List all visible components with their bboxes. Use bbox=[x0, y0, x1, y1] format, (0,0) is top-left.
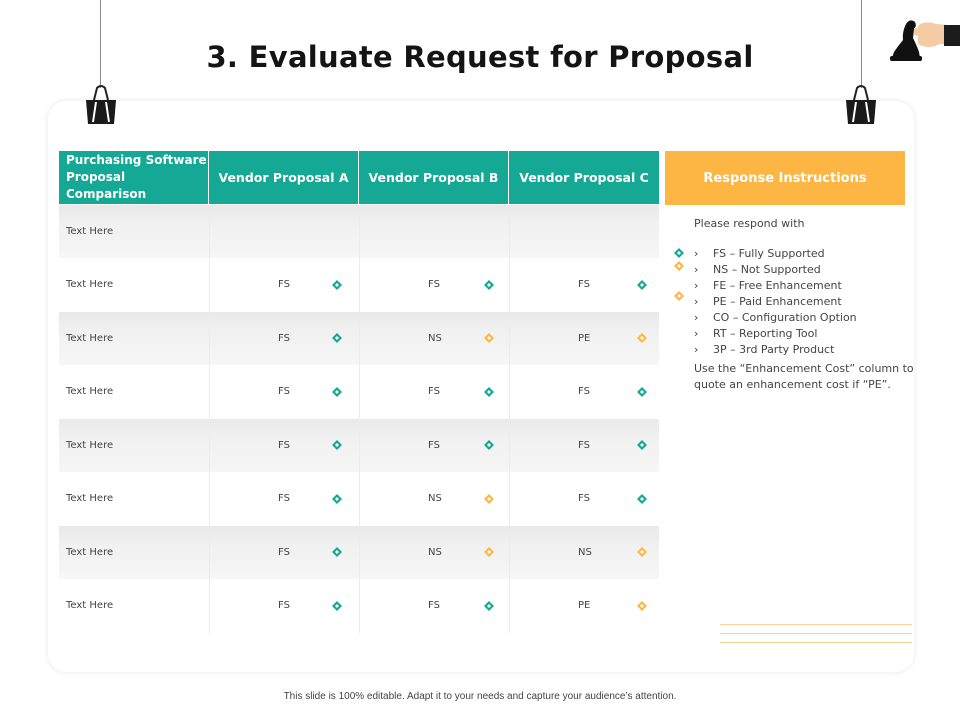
response-intro: Please respond with bbox=[694, 217, 805, 230]
column-divider bbox=[209, 472, 210, 526]
cell-value: NS bbox=[428, 546, 442, 558]
decorative-lines bbox=[720, 624, 912, 651]
legend-diamond-icons bbox=[673, 247, 685, 303]
cell-value: PE bbox=[578, 332, 591, 344]
table-row bbox=[59, 258, 659, 312]
binder-clip-icon bbox=[844, 84, 878, 126]
response-instructions-header: Response Instructions bbox=[665, 151, 905, 205]
enhancement-cost-note: Use the “Enhancement Cost” column to quote an enhancement cost if “PE”. bbox=[694, 362, 914, 391]
hand-holding-chess-piece-icon bbox=[884, 10, 960, 64]
column-divider bbox=[359, 205, 360, 259]
column-divider bbox=[209, 419, 210, 473]
table-row bbox=[59, 365, 659, 419]
diamond-icon bbox=[331, 332, 343, 344]
diamond-icon bbox=[331, 546, 343, 558]
diamond-icon bbox=[331, 493, 343, 505]
list-item: › RT – Reporting Tool bbox=[694, 327, 818, 340]
cell-value: FS bbox=[578, 493, 590, 505]
diamond-icon bbox=[636, 279, 648, 291]
column-divider bbox=[359, 258, 360, 312]
diamond-icon bbox=[331, 386, 343, 398]
cell-value: FS bbox=[278, 439, 290, 451]
column-divider bbox=[509, 579, 510, 633]
chevron-right-icon: › bbox=[694, 247, 699, 260]
cell-value: FS bbox=[278, 332, 290, 344]
chevron-right-icon: › bbox=[694, 279, 699, 292]
diamond-icon bbox=[636, 332, 648, 344]
cell-value: NS bbox=[578, 546, 592, 558]
list-item: › FS – Fully Supported bbox=[694, 247, 825, 260]
chevron-right-icon: › bbox=[694, 327, 699, 340]
cell-value: NS bbox=[428, 493, 442, 505]
cell-value: FS bbox=[278, 386, 290, 398]
chevron-right-icon: › bbox=[694, 295, 699, 308]
row-label: Text Here bbox=[66, 386, 114, 398]
header-comparison: Purchasing Software Proposal Comparison bbox=[59, 151, 208, 204]
cell-value: FS bbox=[278, 279, 290, 291]
row-label: Text Here bbox=[66, 600, 114, 612]
cell-value: NS bbox=[428, 332, 442, 344]
binder-clip-icon bbox=[84, 84, 118, 126]
column-divider bbox=[509, 258, 510, 312]
table-header-row bbox=[59, 151, 659, 204]
cell-value: FS bbox=[578, 439, 590, 451]
table-row bbox=[59, 312, 659, 366]
diamond-icon bbox=[483, 493, 495, 505]
table-row bbox=[59, 526, 659, 580]
column-divider bbox=[209, 579, 210, 633]
row-label: Text Here bbox=[66, 332, 114, 344]
diamond-icon bbox=[636, 439, 648, 451]
list-item: › 3P – 3rd Party Product bbox=[694, 343, 835, 356]
list-item: › PE – Paid Enhancement bbox=[694, 295, 842, 308]
list-item: › NS – Not Supported bbox=[694, 263, 821, 276]
column-divider bbox=[209, 205, 210, 259]
cell-value: FS bbox=[428, 600, 440, 612]
diamond-icon bbox=[483, 600, 495, 612]
response-code-list bbox=[694, 246, 857, 358]
diamond-icon bbox=[636, 493, 648, 505]
diamond-icon bbox=[636, 546, 648, 558]
table-row bbox=[59, 205, 659, 259]
column-divider bbox=[509, 472, 510, 526]
chevron-right-icon: › bbox=[694, 263, 699, 276]
column-divider bbox=[359, 365, 360, 419]
row-label: Text Here bbox=[66, 546, 114, 558]
diamond-icon bbox=[331, 600, 343, 612]
cell-value: FS bbox=[278, 546, 290, 558]
header-vendor-a: Vendor Proposal A bbox=[209, 151, 358, 204]
header-vendor-b: Vendor Proposal B bbox=[359, 151, 508, 204]
row-label: Text Here bbox=[66, 225, 114, 237]
column-divider bbox=[509, 526, 510, 580]
diamond-icon bbox=[636, 386, 648, 398]
column-divider bbox=[359, 579, 360, 633]
diamond-icon bbox=[483, 546, 495, 558]
list-item: › CO – Configuration Option bbox=[694, 311, 857, 324]
cell-value: FS bbox=[428, 386, 440, 398]
cell-value: FS bbox=[428, 439, 440, 451]
column-divider bbox=[209, 365, 210, 419]
cell-value: FS bbox=[278, 493, 290, 505]
diamond-icon bbox=[331, 279, 343, 291]
table-row bbox=[59, 472, 659, 526]
column-divider bbox=[359, 419, 360, 473]
diamond-icon bbox=[483, 439, 495, 451]
diamond-icon bbox=[331, 439, 343, 451]
diamond-icon bbox=[483, 386, 495, 398]
diamond-icon bbox=[636, 600, 648, 612]
column-divider bbox=[509, 312, 510, 366]
footer-note: This slide is 100% editable. Adapt it to your needs and capture your audience’s attention. bbox=[283, 691, 677, 702]
header-vendor-c: Vendor Proposal C bbox=[509, 151, 659, 204]
cell-value: PE bbox=[578, 600, 591, 612]
column-divider bbox=[209, 258, 210, 312]
column-divider bbox=[509, 205, 510, 259]
column-divider bbox=[509, 365, 510, 419]
row-label: Text Here bbox=[66, 493, 114, 505]
diamond-icon bbox=[483, 279, 495, 291]
row-label: Text Here bbox=[66, 279, 114, 291]
column-divider bbox=[209, 312, 210, 366]
diamond-icon bbox=[483, 332, 495, 344]
column-divider bbox=[209, 526, 210, 580]
chevron-right-icon: › bbox=[694, 343, 699, 356]
row-label: Text Here bbox=[66, 439, 114, 451]
table-row bbox=[59, 579, 659, 633]
cell-value: FS bbox=[278, 600, 290, 612]
cell-value: FS bbox=[578, 386, 590, 398]
column-divider bbox=[359, 472, 360, 526]
column-divider bbox=[509, 419, 510, 473]
list-item: › FE – Free Enhancement bbox=[694, 279, 842, 292]
cell-value: FS bbox=[428, 279, 440, 291]
page-title: 3. Evaluate Request for Proposal bbox=[206, 40, 754, 74]
table-row bbox=[59, 419, 659, 473]
cell-value: FS bbox=[578, 279, 590, 291]
chevron-right-icon: › bbox=[694, 311, 699, 324]
column-divider bbox=[359, 312, 360, 366]
column-divider bbox=[359, 526, 360, 580]
